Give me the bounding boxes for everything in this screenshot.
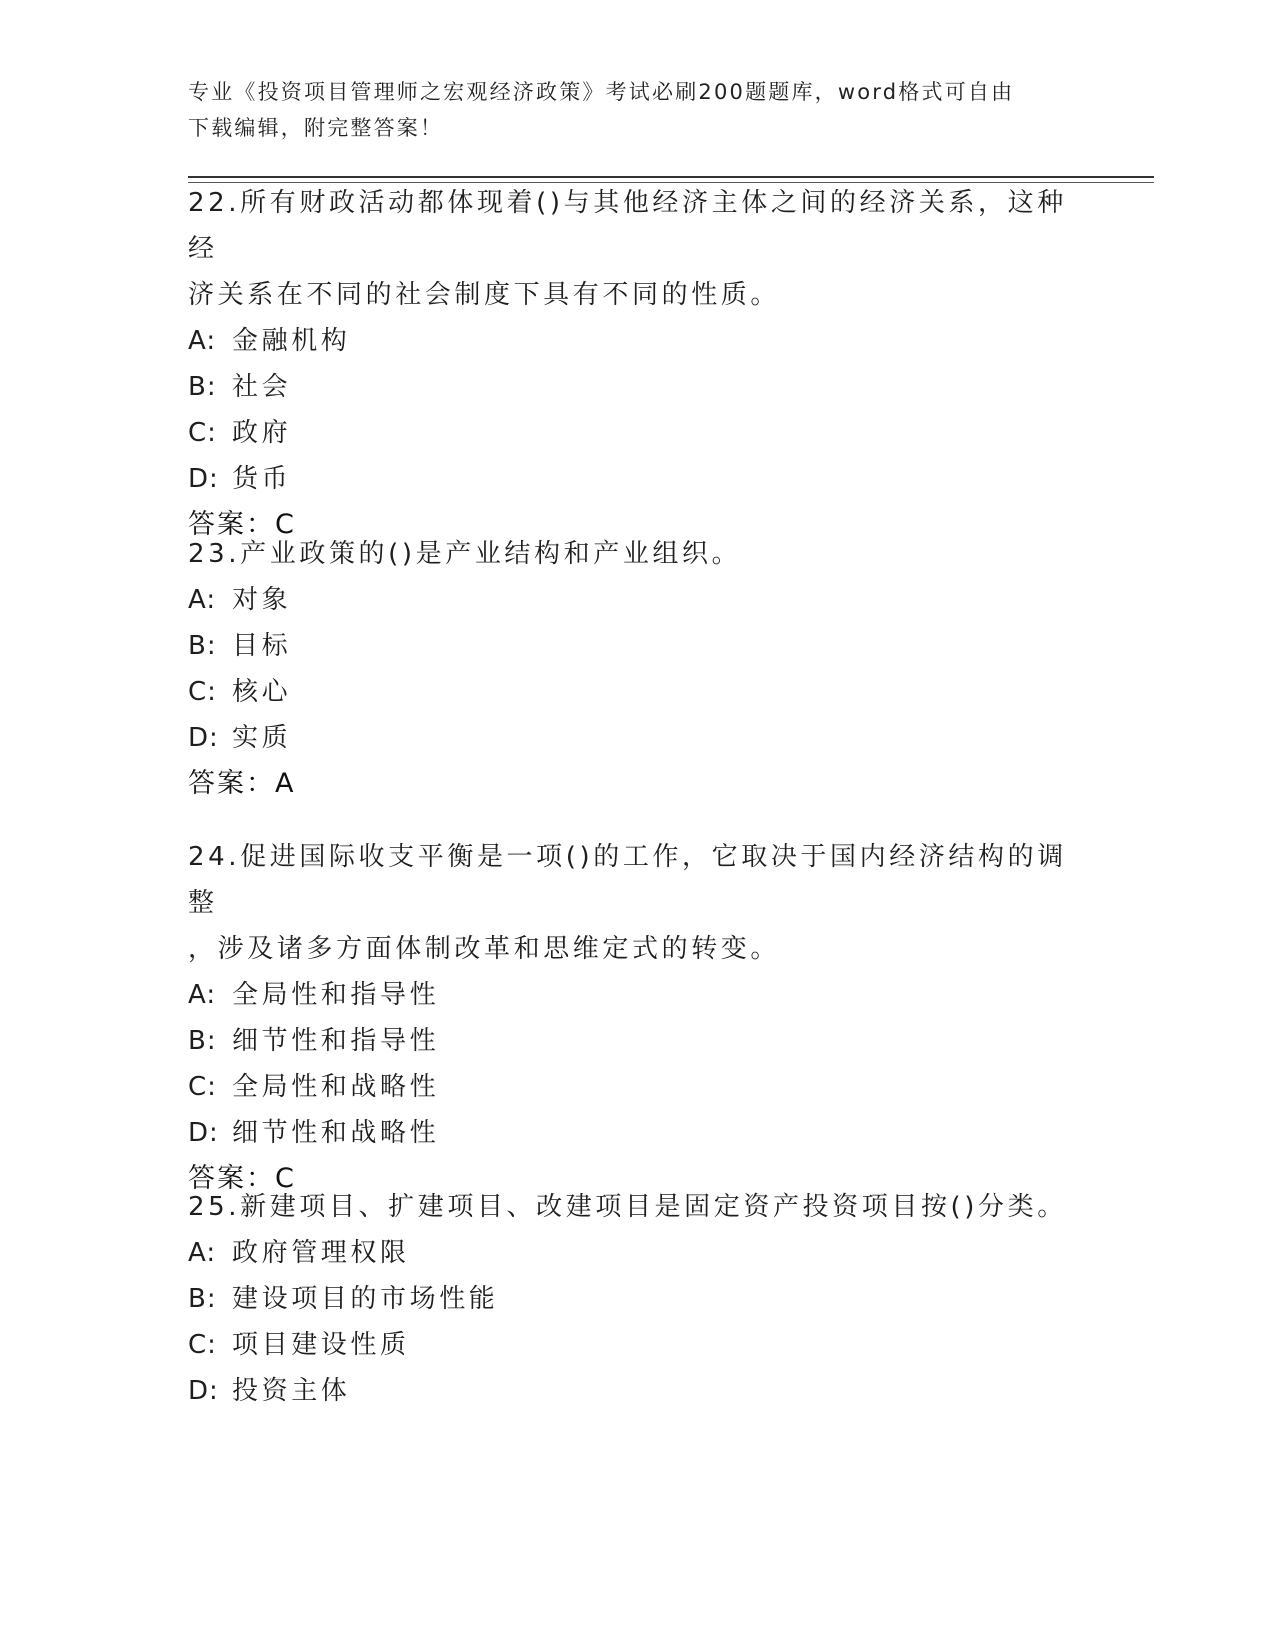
option-text: 细节性和指导性	[232, 1026, 440, 1056]
question-23	[188, 531, 1088, 807]
option-c	[188, 410, 1088, 456]
question-22	[188, 180, 1088, 548]
option-letter: A:	[188, 980, 217, 1010]
question-stem-line: 23.产业政策的()是产业结构和产业组织。	[188, 539, 742, 569]
header-line-1: 专业《投资项目管理师之宏观经济政策》考试必刷200题题库，word格式可自由	[188, 80, 1015, 104]
header-divider	[188, 176, 1154, 178]
option-a	[188, 1230, 1088, 1276]
option-text: 金融机构	[232, 326, 351, 356]
option-c	[188, 669, 1088, 715]
question-24	[188, 834, 1088, 1202]
option-c	[188, 1322, 1088, 1368]
option-a	[188, 318, 1088, 364]
option-b	[188, 1276, 1088, 1322]
option-a	[188, 577, 1088, 623]
option-text: 对象	[232, 585, 292, 615]
option-d	[188, 1110, 1088, 1156]
option-text: 社会	[232, 372, 292, 402]
option-letter: D:	[188, 1376, 219, 1406]
option-text: 政府	[232, 418, 292, 448]
option-letter: C:	[188, 418, 217, 448]
question-stem	[188, 1184, 1088, 1230]
option-letter: C:	[188, 1072, 217, 1102]
option-text: 货币	[232, 464, 292, 494]
header-line-2: 下载编辑，附完整答案！	[188, 116, 444, 140]
option-b	[188, 364, 1088, 410]
answer: 答案：A	[188, 768, 296, 799]
option-b	[188, 1018, 1088, 1064]
option-letter: D:	[188, 723, 219, 753]
option-c	[188, 1064, 1088, 1110]
question-25	[188, 1184, 1088, 1414]
option-letter: D:	[188, 1118, 219, 1148]
question-stem-line: ，涉及诸多方面体制改革和思维定式的转变。	[188, 934, 781, 964]
question-stem-line: 22.所有财政活动都体现着()与其他经济主体之间的经济关系，这种经	[188, 188, 1067, 264]
question-stem-line: 济关系在不同的社会制度下具有不同的性质。	[188, 280, 781, 310]
question-stem-line: 25.新建项目、扩建项目、改建项目是固定资产投资项目按()分类。	[188, 1192, 1067, 1222]
question-stem	[188, 834, 1088, 972]
option-text: 核心	[232, 677, 292, 707]
question-stem	[188, 180, 1088, 318]
document-header	[188, 74, 1088, 146]
option-text: 项目建设性质	[232, 1330, 410, 1360]
option-text: 政府管理权限	[232, 1238, 410, 1268]
option-text: 全局性和指导性	[232, 980, 440, 1010]
option-d	[188, 456, 1088, 502]
option-d	[188, 1368, 1088, 1414]
option-letter: A:	[188, 585, 217, 615]
option-text: 全局性和战略性	[232, 1072, 440, 1102]
option-d	[188, 715, 1088, 761]
question-stem-line: 24.促进国际收支平衡是一项()的工作，它取决于国内经济结构的调整	[188, 842, 1067, 918]
question-stem	[188, 531, 1088, 577]
option-text: 细节性和战略性	[232, 1118, 440, 1148]
option-letter: A:	[188, 1238, 217, 1268]
option-text: 目标	[232, 631, 292, 661]
option-text: 投资主体	[232, 1376, 351, 1406]
option-letter: B:	[188, 631, 217, 661]
option-letter: D:	[188, 464, 219, 494]
option-b	[188, 623, 1088, 669]
option-text: 建设项目的市场性能	[232, 1284, 499, 1314]
option-letter: B:	[188, 372, 217, 402]
option-letter: B:	[188, 1284, 217, 1314]
option-a	[188, 972, 1088, 1018]
answer: 答案：C	[188, 1163, 296, 1194]
answer: 答案：C	[188, 509, 296, 540]
option-letter: C:	[188, 677, 217, 707]
option-text: 实质	[232, 723, 292, 753]
option-letter: C:	[188, 1330, 217, 1360]
option-letter: B:	[188, 1026, 217, 1056]
option-letter: A:	[188, 326, 217, 356]
